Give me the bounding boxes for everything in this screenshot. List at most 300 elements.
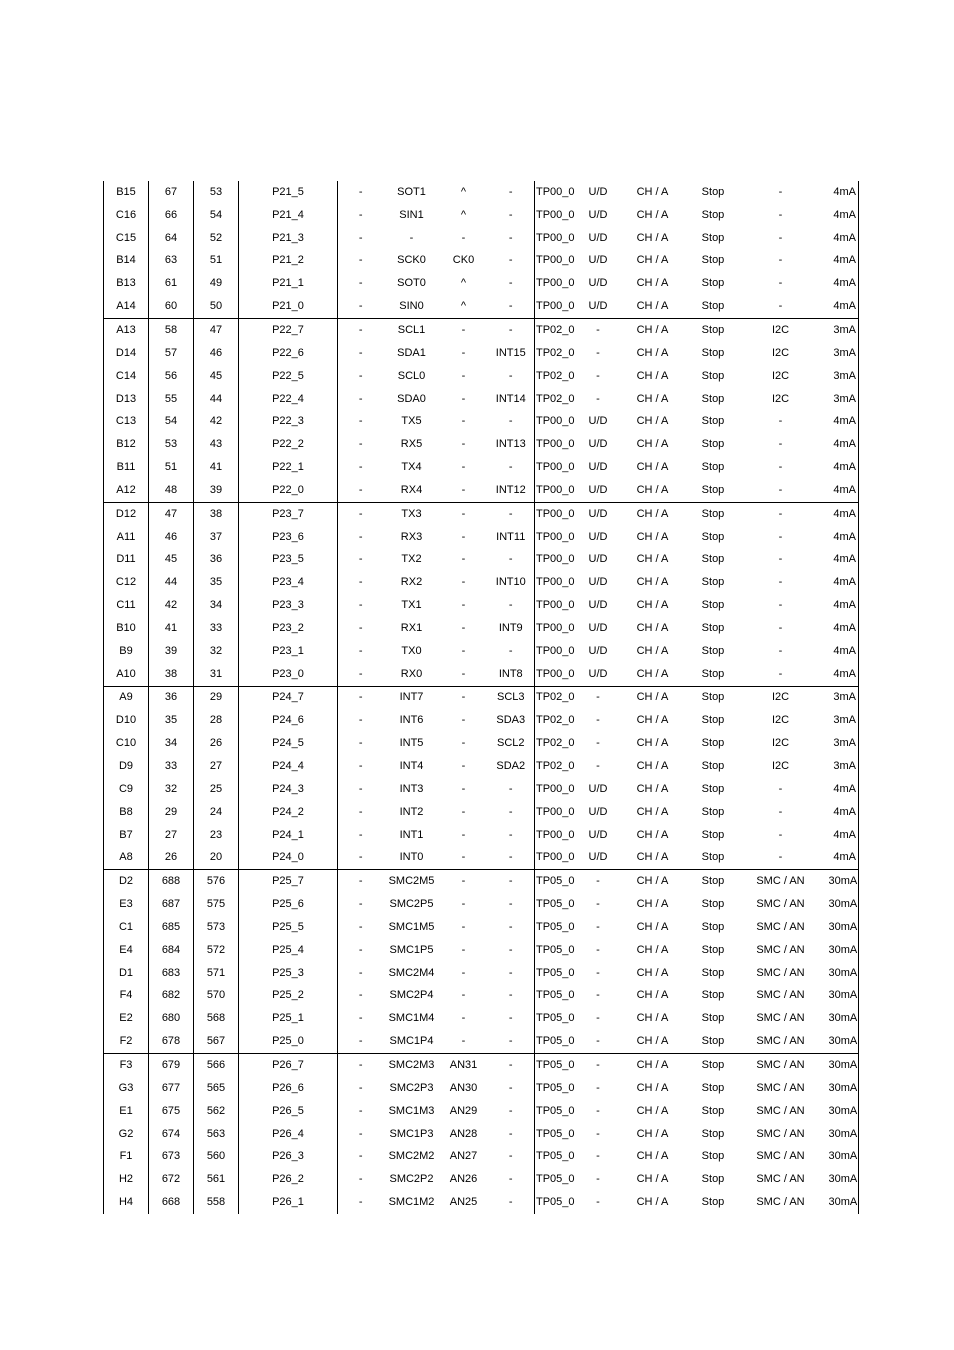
cell-func-4: - [488,365,535,388]
cell-func-3: - [461,461,466,474]
cell-func-1: - [358,989,363,1002]
cell-func-2: RX1 [400,621,423,634]
cell-port: P23_3 [239,594,338,617]
cell-port: P25_5 [239,916,338,939]
cell-ball: D1 [104,962,149,985]
cell-func-4: - [488,594,535,617]
cell-func-4: - [488,549,535,572]
cell-func-4: - [488,1168,535,1191]
cell-pin-b: 38 [194,502,239,525]
cell-stop: Stop [701,989,725,1002]
cell-pull: U/D [588,599,608,612]
cell-pin-a: 685 [149,916,194,939]
cell-func-1: - [358,920,363,933]
cell-type: I2C [771,392,790,405]
cell-drive: 4mA [829,227,859,250]
table-row [104,755,859,778]
cell-drive: 4mA [829,846,859,869]
cell-pin-a: 64 [149,227,194,250]
cell-func-3: - [461,782,466,795]
cell-port: P25_6 [239,893,338,916]
cell-func-2: INT0 [399,851,424,864]
cell-pin-b: 27 [194,755,239,778]
cell-stop: Stop [701,346,725,359]
cell-tp: TP00_0 [536,231,575,244]
cell-stop: Stop [701,851,725,864]
cell-ball: E4 [104,939,149,962]
cell-type: - [778,644,783,657]
table-row [104,204,859,227]
cell-func-1: - [358,737,363,750]
cell-port: P25_1 [239,1007,338,1030]
cell-pin-b: 51 [194,250,239,273]
cell-func-1: - [358,346,363,359]
cell-func-4: INT8 [488,663,535,686]
cell-pin-a: 26 [149,846,194,869]
cell-drive: 30mA [829,962,859,985]
table-row [104,594,859,617]
cell-drive: 4mA [829,479,859,502]
cell-ball: H4 [104,1191,149,1214]
cell-pin-b: 49 [194,272,239,295]
cell-func-3: AN31 [440,1054,488,1077]
cell-port: P22_7 [239,319,338,342]
cell-func-2: SOT1 [397,185,426,198]
cell-func-1: - [358,966,363,979]
cell-pin-a: 41 [149,617,194,640]
cell-ball: B15 [104,181,149,204]
cell-stop: Stop [701,667,725,680]
table-row [104,1007,859,1030]
cell-drive: 4mA [829,526,859,549]
cell-func-1: - [358,1173,363,1186]
cell-func-3: - [461,989,466,1002]
cell-drive: 4mA [829,433,859,456]
cell-pull: U/D [588,553,608,566]
cell-func-4: INT9 [488,617,535,640]
cell-pin-a: 680 [149,1007,194,1030]
cell-tp: TP00_0 [536,185,575,198]
cell-func-2: SMC1M3 [388,1104,435,1117]
cell-func-4: INT15 [488,342,535,365]
cell-type: - [778,530,783,543]
cell-type: I2C [771,714,790,727]
cell-pin-a: 673 [149,1145,194,1168]
cell-ch: CH / A [636,667,669,680]
cell-func-3: - [461,576,466,589]
cell-stop: Stop [701,553,725,566]
cell-drive: 30mA [829,1007,859,1030]
cell-ball: A14 [104,295,149,318]
cell-func-1: - [358,621,363,634]
cell-pin-a: 682 [149,985,194,1008]
cell-stop: Stop [701,369,725,382]
pin-assignment-table [103,181,859,1214]
cell-port: P25_4 [239,939,338,962]
table-row [104,526,859,549]
cell-type: SMC / AN [756,920,805,933]
cell-port: P26_4 [239,1123,338,1146]
cell-ch: CH / A [636,185,669,198]
cell-port: P26_3 [239,1145,338,1168]
cell-drive: 30mA [829,1054,859,1077]
cell-func-3: - [461,760,466,773]
cell-type: - [778,415,783,428]
cell-tp: TP00_0 [536,438,575,451]
cell-func-2: SMC1M2 [388,1196,435,1209]
cell-port: P25_0 [239,1030,338,1053]
cell-drive: 4mA [829,410,859,433]
cell-stop: Stop [701,1104,725,1117]
cell-func-2: TX3 [384,502,440,525]
cell-port: P23_2 [239,617,338,640]
cell-stop: Stop [701,530,725,543]
cell-func-1: - [358,943,363,956]
cell-pull: - [596,714,600,727]
cell-ch: CH / A [636,943,669,956]
cell-type: I2C [771,346,790,359]
cell-func-4: INT11 [488,526,535,549]
cell-pull: U/D [588,851,608,864]
cell-ball: B10 [104,617,149,640]
cell-tp: TP00_0 [536,805,575,818]
table-row [104,1030,859,1053]
cell-drive: 30mA [829,939,859,962]
cell-pin-a: 34 [149,732,194,755]
cell-ch: CH / A [636,438,669,451]
table-row [104,433,859,456]
cell-ch: CH / A [636,1081,669,1094]
cell-ch: CH / A [636,644,669,657]
cell-func-4: - [488,801,535,824]
cell-pin-b: 44 [194,388,239,411]
cell-drive: 4mA [829,824,859,847]
cell-func-1: - [358,231,363,244]
cell-func-1: - [358,805,363,818]
cell-ch: CH / A [636,254,669,267]
cell-port: P24_0 [239,846,338,869]
cell-stop: Stop [701,805,725,818]
cell-func-3: - [461,392,466,405]
table-row [104,686,859,709]
cell-ball: A11 [104,526,149,549]
cell-func-3: AN26 [449,1173,478,1186]
cell-port: P23_6 [239,526,338,549]
cell-port: P23_5 [239,549,338,572]
cell-func-1: - [358,553,363,566]
table-row [104,732,859,755]
cell-pin-b: 563 [194,1123,239,1146]
cell-ball: D14 [104,342,149,365]
cell-func-4: SCL2 [488,732,535,755]
cell-pin-b: 570 [194,985,239,1008]
cell-ball: B14 [104,250,149,273]
cell-tp: TP00_0 [536,208,575,221]
table-row [104,709,859,732]
cell-port: P21_2 [239,250,338,273]
cell-pull: U/D [588,277,608,290]
cell-func-2: SCL0 [397,369,426,382]
table-row [104,295,859,318]
cell-pin-a: 668 [149,1191,194,1214]
cell-pin-b: 45 [194,365,239,388]
cell-func-2: SDA1 [397,346,426,359]
cell-drive: 3mA [829,709,859,732]
cell-ch: CH / A [636,553,669,566]
cell-port: P25_2 [239,985,338,1008]
cell-func-4: - [488,1077,535,1100]
cell-ch: CH / A [636,828,669,841]
cell-pin-a: 677 [149,1077,194,1100]
cell-func-1: - [358,1104,363,1117]
cell-pin-b: 568 [194,1007,239,1030]
cell-func-3: AN25 [449,1196,478,1209]
cell-func-2: SMC2P4 [389,989,434,1002]
cell-tp: TP05_0 [536,898,575,911]
cell-pin-b: 53 [194,181,239,204]
cell-port: P22_4 [239,388,338,411]
cell-ch: CH / A [612,870,694,893]
cell-func-3: CK0 [452,254,475,267]
cell-ball: A8 [104,846,149,869]
cell-ball: C13 [104,410,149,433]
cell-func-4: - [488,778,535,801]
cell-type: I2C [771,760,790,773]
cell-func-2: SMC2P2 [389,1173,434,1186]
table-row [104,227,859,250]
cell-func-1: - [358,714,363,727]
cell-func-4: - [488,204,535,227]
cell-drive: 4mA [829,549,859,572]
cell-func-4: INT12 [488,479,535,502]
cell-pin-b: 573 [194,916,239,939]
cell-func-1: - [338,870,384,893]
cell-tp: TP02_0 [536,714,575,727]
cell-stop: Stop [701,461,725,474]
cell-func-3: - [461,369,466,382]
cell-ball: D13 [104,388,149,411]
table-row [104,846,859,869]
cell-pin-a: 67 [149,181,194,204]
cell-tp: TP00_0 [536,530,575,543]
cell-tp: TP05_0 [536,1081,575,1094]
cell-port: P24_5 [239,732,338,755]
cell-pin-b: 52 [194,227,239,250]
cell-port: P25_7 [239,870,338,893]
cell-ball: E3 [104,893,149,916]
cell-func-3: - [461,667,466,680]
cell-drive: 3mA [829,686,859,709]
cell-stop: Stop [701,644,725,657]
cell-func-4: - [488,410,535,433]
table-row [104,870,859,893]
cell-pin-b: 23 [194,824,239,847]
cell-pin-b: 560 [194,1145,239,1168]
cell-pin-a: 44 [149,571,194,594]
cell-pin-b: 566 [194,1054,239,1077]
cell-pull: U/D [588,782,608,795]
cell-type: I2C [771,369,790,382]
cell-stop: Stop [694,502,733,525]
cell-port: P24_4 [239,755,338,778]
cell-ball: B13 [104,272,149,295]
cell-port: P24_6 [239,709,338,732]
cell-ball: C12 [104,571,149,594]
cell-func-4: SDA2 [488,755,535,778]
cell-stop: Stop [701,1127,725,1140]
cell-func-3: AN30 [449,1081,478,1094]
cell-ch: CH / A [636,805,669,818]
cell-ch: CH / A [612,502,694,525]
cell-func-4: - [488,1054,535,1077]
cell-func-4: - [488,1007,535,1030]
cell-func-2: SMC1M4 [388,1012,435,1025]
cell-pin-a: 55 [149,388,194,411]
cell-type: - [778,483,783,496]
cell-func-3: - [461,621,466,634]
cell-pin-b: 29 [194,686,239,709]
cell-pin-a: 51 [149,456,194,479]
cell-stop: Stop [701,828,725,841]
cell-port: P22_1 [239,456,338,479]
cell-func-4: INT13 [488,433,535,456]
cell-ch: CH / A [636,989,669,1002]
cell-ch: CH / A [636,483,669,496]
cell-drive: 4mA [829,250,859,273]
cell-func-1: - [358,898,363,911]
cell-pin-b: 571 [194,962,239,985]
cell-func-3: AN28 [449,1127,478,1140]
cell-ch: CH / A [636,1150,669,1163]
cell-func-3: - [461,828,466,841]
cell-stop: Stop [701,1081,725,1094]
cell-tp: TP05_0 [536,989,575,1002]
table-row [104,1054,859,1077]
cell-pull: - [596,1150,600,1163]
cell-ball: A10 [104,663,149,686]
cell-pin-a: 687 [149,893,194,916]
cell-port: P26_2 [239,1168,338,1191]
table-row [104,824,859,847]
cell-drive: 30mA [829,893,859,916]
cell-stop: Stop [701,920,725,933]
cell-pin-a: 46 [149,526,194,549]
cell-port: P24_1 [239,824,338,847]
cell-func-3: - [461,737,466,750]
table-row [104,916,859,939]
cell-drive: 4mA [829,181,859,204]
cell-drive: 4mA [829,502,859,525]
cell-drive: 30mA [829,1168,859,1191]
cell-tp: TP05_0 [536,1127,575,1140]
cell-pull: - [596,920,600,933]
table-row [104,181,859,204]
cell-tp: TP00_0 [536,254,575,267]
cell-ch: CH / A [636,599,669,612]
cell-pull: - [585,870,612,893]
cell-func-3: - [461,851,466,864]
cell-port: P25_3 [239,962,338,985]
cell-func-2: TX2 [401,553,422,566]
cell-func-3: - [461,599,466,612]
cell-tp: TP05_0 [536,920,575,933]
cell-pull: U/D [588,208,608,221]
cell-port: P23_1 [239,640,338,663]
cell-drive: 4mA [829,640,859,663]
cell-pull: U/D [588,254,608,267]
cell-pin-a: 672 [149,1168,194,1191]
cell-tp: TP00_0 [536,553,575,566]
table-row [104,1145,859,1168]
cell-pull: U/D [588,231,608,244]
cell-pin-b: 561 [194,1168,239,1191]
cell-func-1: - [338,1054,384,1077]
cell-func-4: - [488,227,535,250]
cell-ch: CH / A [636,300,669,313]
cell-pin-a: 38 [149,663,194,686]
cell-pull: - [596,392,600,405]
cell-pin-b: 25 [194,778,239,801]
cell-pin-a: 36 [149,686,194,709]
cell-drive: 30mA [829,1030,859,1053]
table-row [104,250,859,273]
table-row [104,319,859,342]
cell-ball: B7 [104,824,149,847]
cell-func-1: - [338,319,384,342]
cell-port: P21_0 [239,295,338,318]
cell-stop: Stop [701,599,725,612]
cell-type: SMC / AN [756,989,805,1002]
cell-func-4: - [488,962,535,985]
cell-stop: Stop [701,1035,725,1048]
cell-pin-a: 48 [149,479,194,502]
cell-ball: C11 [104,594,149,617]
cell-func-3: - [461,438,466,451]
cell-func-4: - [488,1145,535,1168]
cell-pin-b: 558 [194,1191,239,1214]
cell-ch: CH / A [636,851,669,864]
cell-ball: C10 [104,732,149,755]
cell-func-3: - [461,231,466,244]
cell-stop: Stop [701,943,725,956]
table-row [104,365,859,388]
cell-port: P23_4 [239,571,338,594]
table-row [104,502,859,525]
table-row [104,272,859,295]
cell-pin-a: 56 [149,365,194,388]
cell-pin-b: 576 [194,870,239,893]
cell-func-1: - [358,851,363,864]
cell-func-1: - [358,599,363,612]
cell-drive: 3mA [829,365,859,388]
cell-func-1: - [358,185,363,198]
cell-pull: - [596,1173,600,1186]
cell-func-3: AN29 [449,1104,478,1117]
cell-ch: CH / A [636,392,669,405]
cell-func-2: SMC2M4 [388,966,435,979]
cell-stop: Stop [701,1012,725,1025]
cell-type: SMC / AN [756,1012,805,1025]
cell-stop: Stop [701,415,725,428]
cell-type: SMC / AN [756,1035,805,1048]
cell-type: I2C [733,686,829,709]
cell-func-2: INT1 [399,828,424,841]
cell-ball: B12 [104,433,149,456]
cell-type: - [778,300,783,313]
cell-pin-b: 31 [194,663,239,686]
cell-pull: U/D [588,828,608,841]
cell-func-3: - [440,870,488,893]
